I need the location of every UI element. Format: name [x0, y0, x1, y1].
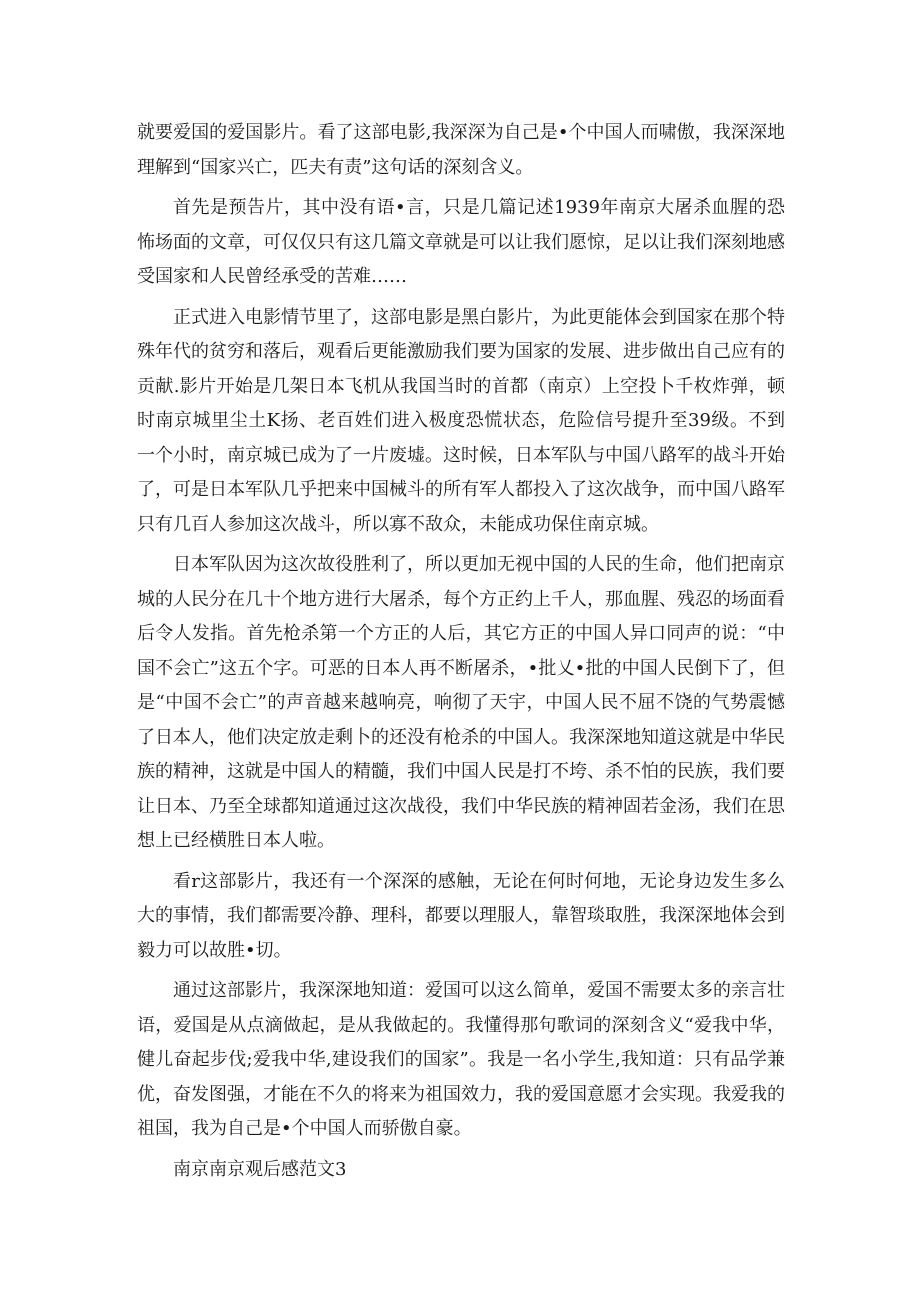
paragraph-reflection: 看r这部影片，我还有一个深深的感触，无论在何时何地，无论身边发生多么大的事情，我们都需要冷静、理科，都要以理服人，靠智琰取胜，我深深地体会到毅力可以故胜•切。: [137, 870, 785, 961]
paragraph-preview: 首先是预告片，其中没有语•言，只是几篇记述1939年南京大屠杀血腥的恐怖场面的文章，可仅仅只有这几篇文章就是可以让我们愿惊，足以让我们深刻地感受国家和人民曾经承受的苦难……: [137, 197, 785, 287]
paragraph-massacre: 日本军队因为这次故役胜利了，所以更加无视中国的人民的生命，他们把南京城的人民分在几十个地方进行大屠杀，每个方正约上千人，那血腥、残忍的场面看后令人发指。首先枪杀第一个方正的人后，其它方正的中国人异口同声的说：“中国不会亡”这五个字。可恶的日本人再不断屠杀，•批乂•批的中国人民倒下了，但是“中国不会亡”的声音越来越响亮，响彻了天宇，中国人民不屈不饶的气势震憾了日本人，他们决定放走剩卜的还没有枪杀的中国人。我深深地知道这就是中华民族的精神，这就是中国人的精髓，我们中国人民是打不垮、杀不怕的民族，我们要让日本、乃至全球都知道通过这次战役，我们中华民族的精神固若金汤，我们在思想上已经横胜日本人啦。: [137, 554, 785, 851]
paragraph-continuation: 就要爱国的爱国影片。看了这部电影,我深深为自己是•个中国人而啸傲，我深深地理解到“国家兴亡，匹夫有责”这句话的深刻含义。: [137, 122, 785, 178]
document-body: [137, 116, 785, 1193]
section-heading: 南京南京观后感范文3: [173, 1158, 347, 1180]
paragraph-plot: 正式进入电影情节里了，这部电影是黑白影片，为此更能体会到国家在那个特殊年代的贫穷和落后，观看后更能激励我们要为国家的发展、进步做出自己应有的贡献.影片开始是几架日本飞机从我国当时的首都（南京）上空投卜千枚炸弹，顿时南京城里尘土K扬、老百姓们进入极度恐慌状态，危险信号提升至39级。不到一个小时，南京城已成为了一片废墟。这时候，日本军队与中国八路军的战斗开始了，可是日本军队几乎把来中国械斗的所有军人都投入了这次战争，而中国八路军只有几百人参加这次战斗，所以寡不敌众，未能成功保住南京城。: [137, 306, 785, 535]
paragraph-conclusion: 通过这部影片，我深深地知道：爱国可以这么简单，爱国不需要太多的亲言壮语，爱国是从点滴做起，是从我做起的。我懂得那句歌词的深刻含义“爱我中华，健儿奋起步伐;爱我中华,建设我们的国家”。我是一名小学生,我知道：只有品学兼优，奋发图强，才能在不久的将来为祖国效力，我的爱国意愿才会实现。我爱我的祖国，我为自己是•个中国人而骄傲自豪。: [137, 980, 785, 1139]
